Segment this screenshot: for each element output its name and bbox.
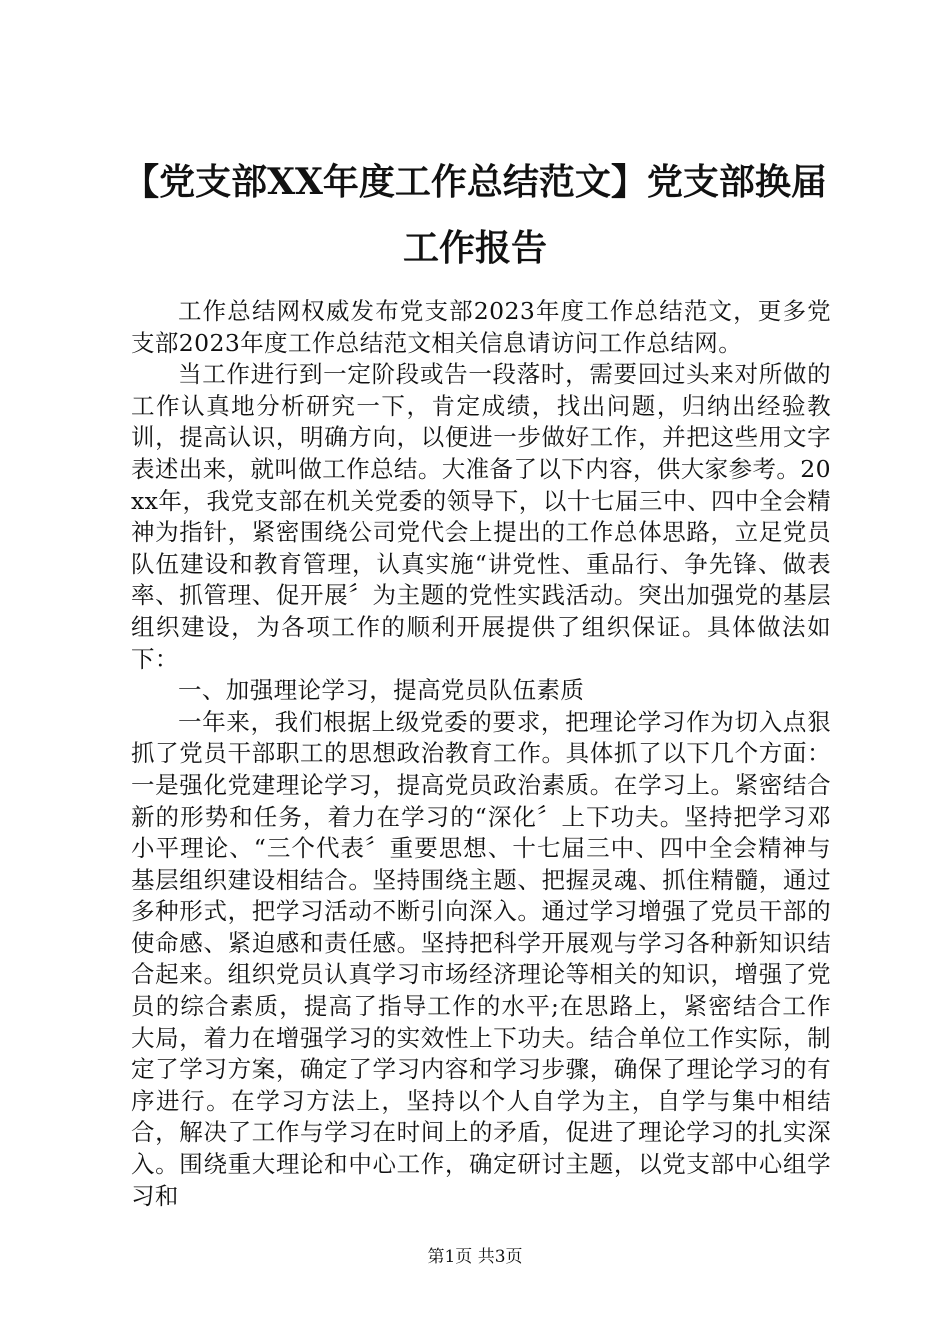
page-number-footer: 第1页 共3页: [427, 1247, 523, 1267]
intro-paragraph: 工作总结网权威发布党支部2023年度工作总结范文，更多党支部2023年度工作总结范文相关信息请访问工作总结网。: [131, 297, 831, 357]
document-title-line-1: 【党支部XX年度工作总结范文】党支部换届: [123, 161, 827, 203]
document-body: [131, 296, 831, 1212]
section-paragraph: 一年来，我们根据上级党委的要求，把理论学习作为切入点狠抓了党员干部职工的思想政治教育工作。具体抓了以下几个方面：一是强化党建理论学习，提高党员政治素质。在学习上。紧密结合新的形势和任务，着力在学习的“深化〞上下功夫。坚持把学习邓小平理论、“三个代表〞重要思想、十七届三中、四中全会精神与基层组织建设相结合。坚持围绕主题、把握灵魂、抓住精髓，通过多种形式，把学习活动不断引向深入。通过学习增强了党员干部的使命感、紧迫感和责任感。坚持把科学开展观与学习各种新知识结合起来。组织党员认真学习市场经济理论等相关的知识，增强了党员的综合素质，提高了指导工作的水平;在思路上，紧密结合工作大局，着力在增强学习的实效性上下功夫。结合单位工作实际，制定了学习方案，确定了学习内容和学习步骤，确保了理论学习的有序进行。在学习方法上，坚持以个人自学为主，自学与集中相结合，解决了工作与学习在时间上的矛盾，促进了理论学习的扎实深入。围绕重大理论和中心工作，确定研讨主题，以党支部中心组学习和: [131, 707, 831, 1210]
summary-paragraph: 当工作进行到一定阶段或告一段落时，需要回过头来对所做的工作认真地分析研究一下，肯定成绩，找出问题，归纳出经验教训，提高认识，明确方向，以便进一步做好工作，并把这些用文字表述出来，就叫做工作总结。大准备了以下内容，供大家参考。20xx年，我党支部在机关党委的领导下，以十七届三中、四中全会精神为指针，紧密围绕公司党代会上提出的工作总体思路，立足党员队伍建设和教育管理，认真实施“讲党性、重品行、争先锋、做表率、抓管理、促开展〞为主题的党性实践活动。突出加强党的基层组织建设，为各项工作的顺利开展提供了组织保证。具体做法如下：: [131, 360, 831, 673]
document-title-line-2: 工作报告: [402, 227, 547, 269]
section-heading: 一、加强理论学习，提高党员队伍素质: [178, 676, 585, 705]
